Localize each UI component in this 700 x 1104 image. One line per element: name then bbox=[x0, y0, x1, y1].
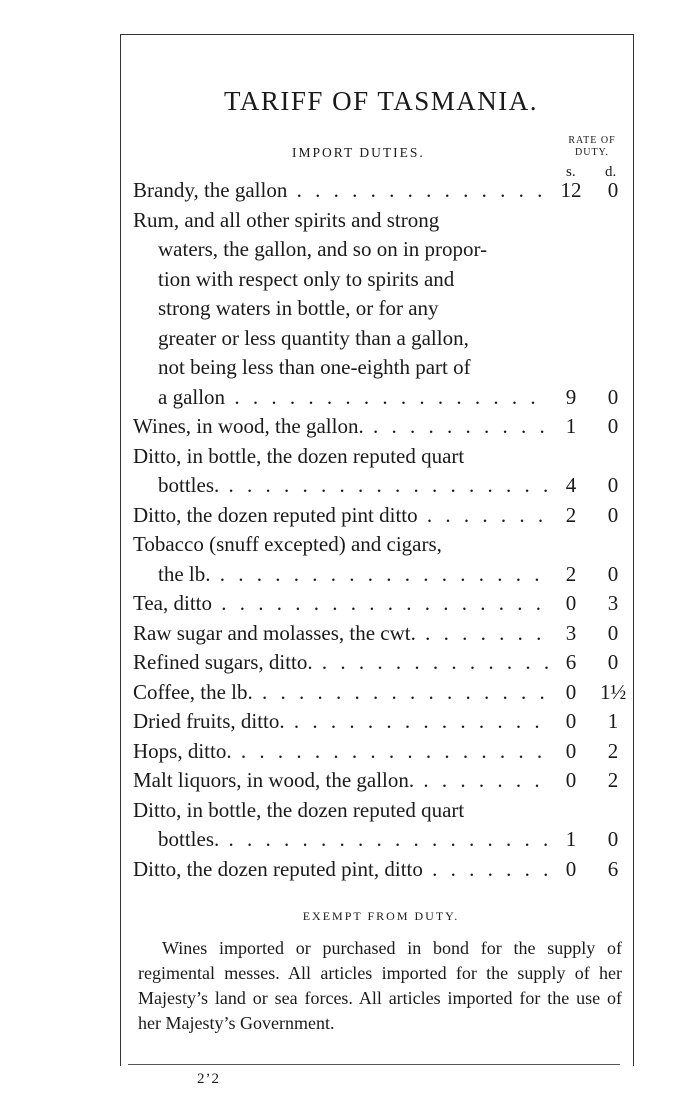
duty-pence: 0 bbox=[607, 621, 619, 645]
tariff-item: Tobacco (snuff excepted) and cigars, bbox=[133, 532, 442, 556]
duty-pence: 1 bbox=[607, 709, 619, 733]
duty-pence: 1½ bbox=[600, 680, 627, 704]
tariff-item: Raw sugar and molasses, the cwt. . . . bbox=[133, 619, 548, 647]
tariff-item-continuation: greater or less quantity than a gallon, bbox=[158, 326, 469, 350]
page-title: TARIFF OF TASMANIA. bbox=[224, 86, 538, 116]
duty-shillings: 0 bbox=[565, 709, 577, 733]
tariff-item-continuation: bottles. . . . bbox=[158, 825, 548, 853]
tariff-item: Refined sugars, ditto. . . . bbox=[133, 648, 548, 676]
duty-pence: 0 bbox=[607, 503, 619, 527]
tariff-item-continuation: tion with respect only to spirits and bbox=[158, 267, 455, 291]
duty-shillings: 0 bbox=[565, 768, 577, 792]
duty-pence: 0 bbox=[607, 178, 619, 202]
tariff-item: Brandy, the gallon . . . bbox=[133, 176, 548, 204]
rate-of-duty-heading bbox=[557, 135, 627, 159]
tariff-item: Ditto, in bottle, the dozen reputed quart bbox=[133, 798, 465, 822]
duty-pence: 2 bbox=[607, 768, 619, 792]
tariff-item: Coffee, the lb. . . . bbox=[133, 678, 548, 706]
page-number: 2’2 bbox=[197, 1071, 220, 1087]
section-heading: IMPORT DUTIES. bbox=[292, 145, 425, 160]
tariff-item: Ditto, in bottle, the dozen reputed quart bbox=[133, 444, 465, 468]
top-rule bbox=[120, 34, 634, 35]
tariff-item: Ditto, the dozen reputed pint ditto . . . bbox=[133, 501, 548, 529]
duty-pence: 6 bbox=[607, 857, 619, 881]
tariff-item-continuation: waters, the gallon, and so on in propor- bbox=[158, 237, 488, 261]
duty-shillings: 0 bbox=[565, 739, 577, 763]
pence-column-header: d. bbox=[605, 164, 617, 180]
duty-shillings: 0 bbox=[565, 680, 577, 704]
duty-pence: 0 bbox=[607, 562, 619, 586]
tariff-item: Ditto, the dozen reputed pint, ditto . . . bbox=[133, 855, 548, 883]
shillings-column-header: s. bbox=[566, 164, 576, 180]
duty-pence: 0 bbox=[607, 414, 619, 438]
duty-shillings: 2 bbox=[565, 503, 577, 527]
duty-pence: 0 bbox=[607, 650, 619, 674]
tariff-item: Wines, in wood, the gallon. . . . bbox=[133, 412, 548, 440]
duty-shillings: 1 bbox=[565, 414, 577, 438]
tariff-item: Malt liquors, in wood, the gallon. . . . bbox=[133, 766, 548, 794]
tariff-item: Tea, ditto . . . bbox=[133, 589, 548, 617]
tariff-item: Hops, ditto. . . . bbox=[133, 737, 548, 765]
tariff-item: Dried fruits, ditto. . . . bbox=[133, 707, 548, 735]
duty-shillings: 12 bbox=[560, 178, 582, 202]
duty-pence: 2 bbox=[607, 739, 619, 763]
exempt-heading: EXEMPT FROM DUTY. bbox=[302, 909, 460, 923]
duty-shillings: 2 bbox=[565, 562, 577, 586]
duty-shillings: 9 bbox=[565, 385, 577, 409]
duty-shillings: 3 bbox=[565, 621, 577, 645]
duty-shillings: 4 bbox=[565, 473, 577, 497]
duty-shillings: 6 bbox=[565, 650, 577, 674]
duty-pence: 0 bbox=[607, 473, 619, 497]
tariff-item-continuation: bottles. . . . bbox=[158, 471, 548, 499]
tariff-item-continuation: strong waters in bottle, or for any bbox=[158, 296, 439, 320]
duty-pence: 0 bbox=[607, 385, 619, 409]
duty-shillings: 0 bbox=[565, 857, 577, 881]
tariff-item-continuation: not being less than one-eighth part of bbox=[158, 355, 471, 379]
duty-pence: 0 bbox=[607, 827, 619, 851]
rate-heading-line1: RATE OF bbox=[568, 135, 616, 146]
tariff-item: Rum, and all other spirits and strong bbox=[133, 208, 440, 232]
duty-pence: 3 bbox=[607, 591, 619, 615]
tariff-item-continuation: a gallon . . . bbox=[158, 383, 548, 411]
rate-heading-line2: DUTY. bbox=[575, 147, 609, 158]
duty-shillings: 1 bbox=[565, 827, 577, 851]
exempt-paragraph: Wines imported or purchased in bond for the supply of regimental messes. All articles imported for the supply of her Majesty’s land or sea forces. All articles imported for the use of her Majesty’s Government. bbox=[138, 938, 622, 1033]
bottom-rule bbox=[128, 1064, 620, 1065]
duty-shillings: 0 bbox=[565, 591, 577, 615]
tariff-item-continuation: the lb. . . . bbox=[158, 560, 548, 588]
